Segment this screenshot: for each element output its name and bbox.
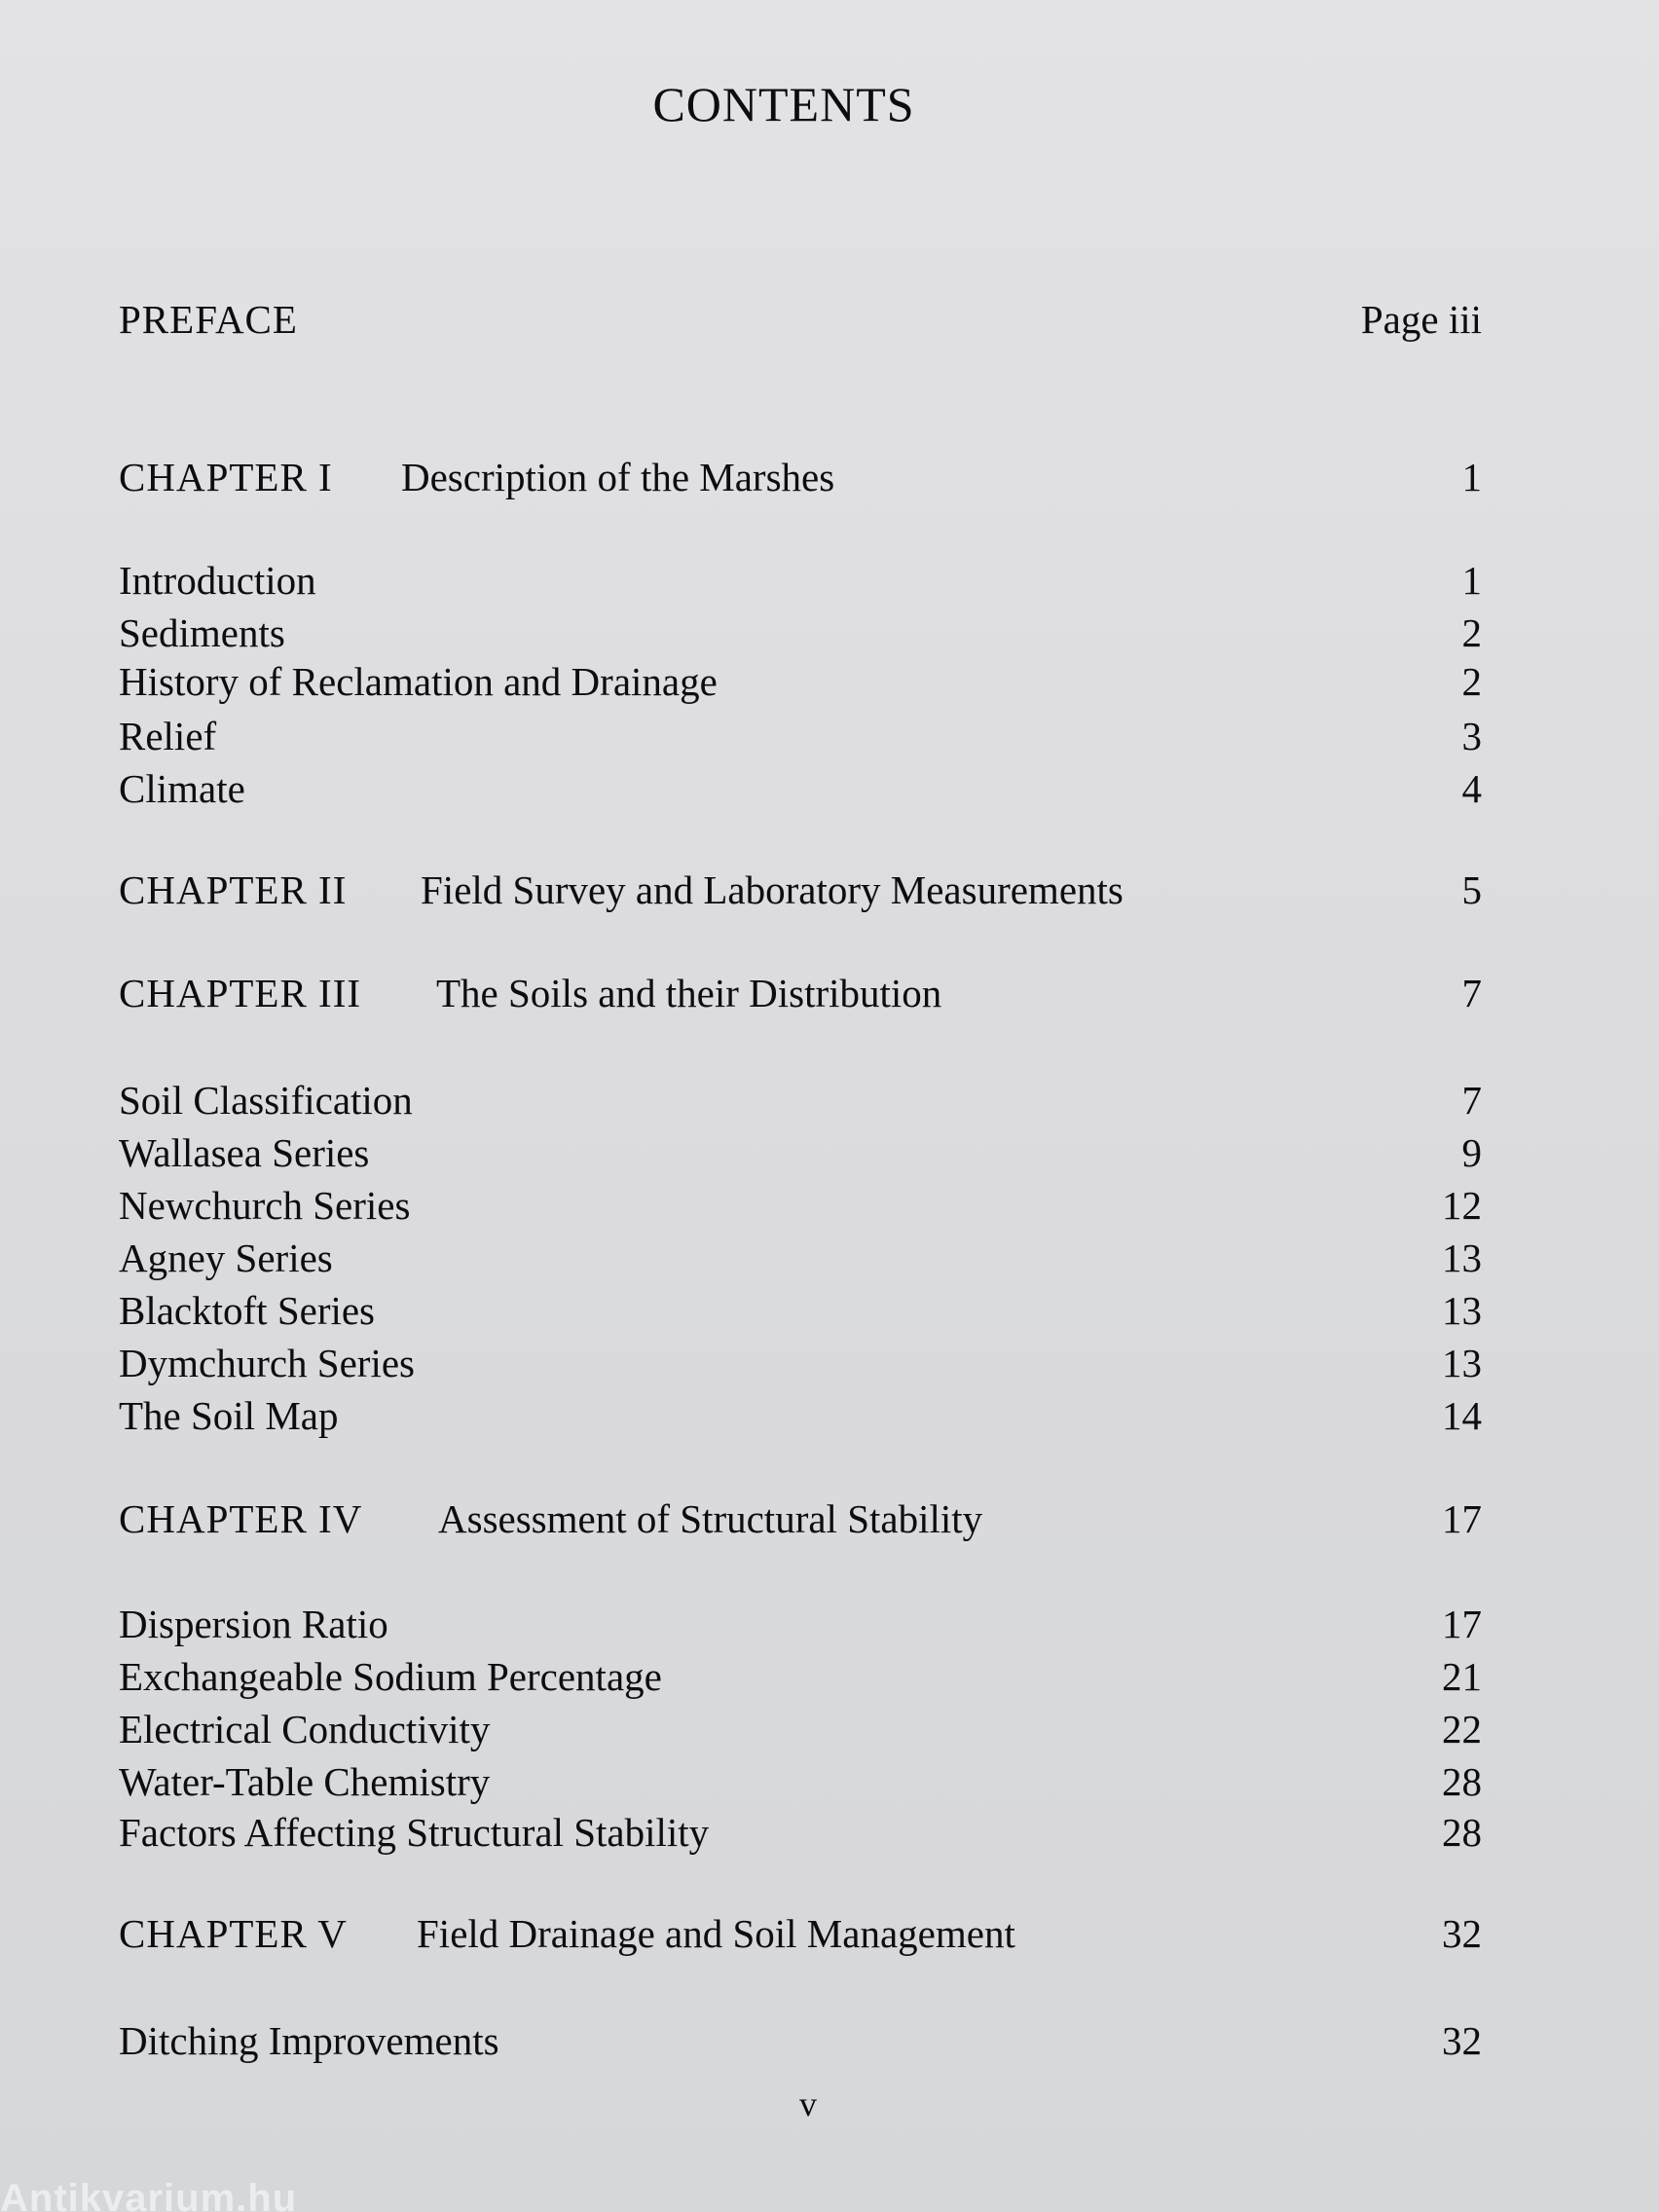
toc-section-water-table bbox=[119, 1754, 1482, 1809]
chapter-label: CHAPTER IV bbox=[119, 1496, 363, 1541]
section-page: 13 bbox=[1442, 1341, 1482, 1385]
section-label: Factors Affecting Structural Stability bbox=[119, 1810, 710, 1855]
toc-section-ditching bbox=[119, 2013, 1482, 2068]
section-page: 13 bbox=[1442, 1288, 1482, 1333]
toc-chapter-3 bbox=[119, 966, 1482, 1020]
toc-section-relief bbox=[119, 709, 1482, 763]
toc-section-soil-map bbox=[119, 1388, 1482, 1443]
section-page: 2 bbox=[1461, 610, 1482, 655]
page-title: CONTENTS bbox=[652, 77, 915, 131]
chapter-label: CHAPTER III bbox=[119, 971, 362, 1015]
section-label: Relief bbox=[119, 714, 217, 758]
toc-chapter-1 bbox=[119, 450, 1482, 504]
toc-entry-label: PREFACE bbox=[119, 297, 298, 342]
toc-section-newchurch bbox=[119, 1178, 1482, 1233]
chapter-label: CHAPTER V bbox=[119, 1911, 348, 1956]
toc-section-sediments bbox=[119, 606, 1482, 660]
chapter-title: The Soils and their Distribution bbox=[436, 971, 942, 1015]
section-label: Dymchurch Series bbox=[119, 1341, 415, 1385]
section-page: 4 bbox=[1461, 766, 1482, 811]
toc-section-dymchurch bbox=[119, 1336, 1482, 1390]
section-label: Soil Classification bbox=[119, 1078, 413, 1123]
section-page: 21 bbox=[1442, 1654, 1482, 1699]
chapter-page: 17 bbox=[1442, 1496, 1482, 1541]
section-label: Electrical Conductivity bbox=[119, 1707, 491, 1751]
section-label: Newchurch Series bbox=[119, 1183, 411, 1228]
toc-entry-page: Page iii bbox=[1360, 297, 1482, 342]
chapter-label: CHAPTER II bbox=[119, 867, 348, 912]
section-label: History of Reclamation and Drainage bbox=[119, 659, 718, 704]
toc-section-soil-classification bbox=[119, 1073, 1482, 1127]
watermark: Antikvarium.hu bbox=[0, 2177, 298, 2212]
section-label: Agney Series bbox=[119, 1235, 333, 1280]
section-page: 17 bbox=[1442, 1602, 1482, 1646]
section-page: 12 bbox=[1442, 1183, 1482, 1228]
section-page: 13 bbox=[1442, 1235, 1482, 1280]
section-page: 2 bbox=[1461, 659, 1482, 704]
chapter-title: Assessment of Structural Stability bbox=[438, 1496, 983, 1541]
toc-entry-preface bbox=[119, 292, 1482, 347]
section-label: Wallasea Series bbox=[119, 1130, 370, 1175]
toc-section-agney bbox=[119, 1231, 1482, 1285]
toc-section-electrical-conductivity bbox=[119, 1702, 1482, 1756]
toc-section-climate bbox=[119, 761, 1482, 816]
chapter-page: 32 bbox=[1442, 1911, 1482, 1956]
section-page: 7 bbox=[1461, 1078, 1482, 1123]
toc-chapter-5 bbox=[119, 1906, 1482, 1961]
section-page: 3 bbox=[1461, 714, 1482, 758]
toc-section-exchangeable-sodium bbox=[119, 1649, 1482, 1704]
toc-chapter-4 bbox=[119, 1492, 1482, 1546]
section-label: The Soil Map bbox=[119, 1393, 339, 1438]
section-page: 28 bbox=[1442, 1759, 1482, 1804]
toc-section-wallasea bbox=[119, 1125, 1482, 1180]
toc-section-introduction bbox=[119, 553, 1482, 608]
chapter-title: Field Drainage and Soil Management bbox=[417, 1911, 1015, 1956]
toc-section-blacktoft bbox=[119, 1283, 1482, 1338]
chapter-page: 1 bbox=[1461, 455, 1482, 499]
section-page: 22 bbox=[1442, 1707, 1482, 1751]
chapter-page: 7 bbox=[1461, 971, 1482, 1015]
section-page: 9 bbox=[1461, 1130, 1482, 1175]
toc-section-history bbox=[119, 654, 1482, 709]
section-label: Exchangeable Sodium Percentage bbox=[119, 1654, 662, 1699]
section-page: 14 bbox=[1442, 1393, 1482, 1438]
toc-section-factors-stability bbox=[119, 1805, 1482, 1860]
section-label: Dispersion Ratio bbox=[119, 1602, 388, 1646]
toc-chapter-2 bbox=[119, 863, 1482, 917]
page-folio: v bbox=[799, 2084, 817, 2123]
section-label: Blacktoft Series bbox=[119, 1288, 376, 1333]
section-label: Climate bbox=[119, 766, 245, 811]
section-label: Introduction bbox=[119, 558, 316, 603]
section-page: 32 bbox=[1442, 2018, 1482, 2063]
section-page: 28 bbox=[1442, 1810, 1482, 1855]
chapter-title: Description of the Marshes bbox=[401, 455, 835, 499]
section-page: 1 bbox=[1461, 558, 1482, 603]
section-label: Ditching Improvements bbox=[119, 2018, 499, 2063]
chapter-label: CHAPTER I bbox=[119, 455, 333, 499]
section-label: Water-Table Chemistry bbox=[119, 1759, 491, 1804]
toc-section-dispersion-ratio bbox=[119, 1597, 1482, 1651]
chapter-title: Field Survey and Laboratory Measurements bbox=[421, 867, 1124, 912]
section-label: Sediments bbox=[119, 610, 285, 655]
chapter-page: 5 bbox=[1461, 867, 1482, 912]
